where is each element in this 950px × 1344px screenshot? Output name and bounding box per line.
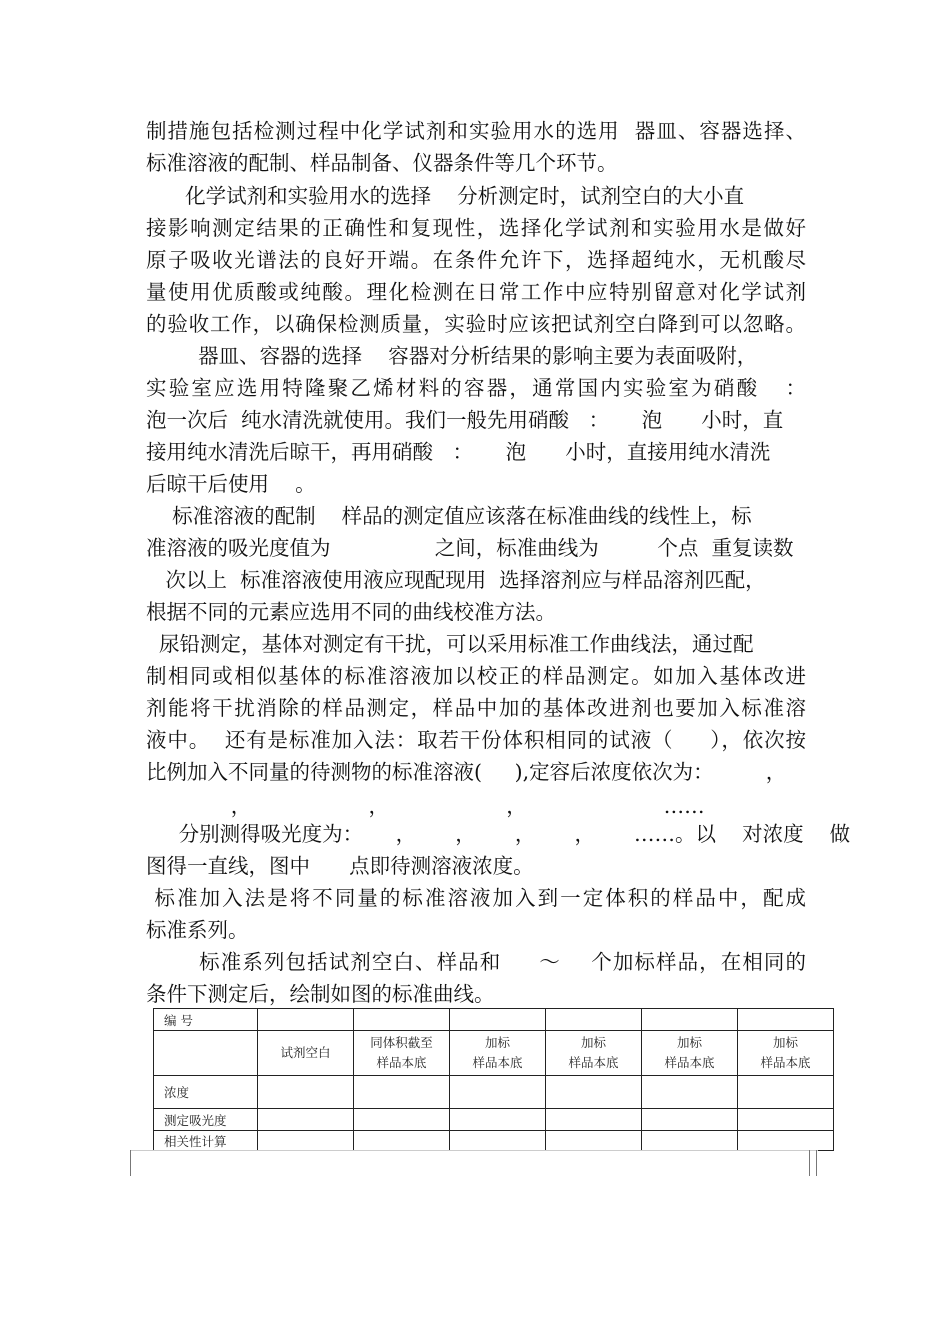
text-line: 比例加入不同量的待测物的标准溶液( ),定容后浓度依次为： ， bbox=[146, 760, 787, 784]
text-line: 标准系列。 bbox=[146, 918, 249, 942]
row-label-correlation: 相关性计算 bbox=[154, 1131, 258, 1151]
table-row bbox=[154, 1131, 834, 1151]
text-line: 剂能将干扰消除的样品测定，样品中加的基体改进剂也要加入标准溶 bbox=[146, 696, 806, 720]
column-header bbox=[354, 1031, 450, 1076]
column-header bbox=[642, 1031, 738, 1076]
text-line: 器皿、容器的选择 容器对分析结果的影响主要为表面吸附， bbox=[146, 344, 758, 368]
text-line: 后晾干后使用 。 bbox=[146, 472, 316, 496]
text-line: 泡一次后 纯水清洗就使用。我们一般先用硝酸 ： 泡 小时，直 bbox=[146, 408, 784, 432]
column-header-text: 样品本底 bbox=[568, 1055, 619, 1070]
text-line: 量使用优质酸或纯酸。理化检测在日常工作中应特别留意对化学试剂 bbox=[146, 280, 806, 304]
text-line: 制相同或相似基体的标准溶液加以校正的样品测定。如加入基体改进 bbox=[146, 664, 806, 688]
text-line: 尿铅测定，基体对测定有干扰，可以采用标准工作曲线法，通过配 bbox=[146, 632, 754, 656]
text-line: 接用纯水清洗后晾干，再用硝酸 ： 泡 小时，直接用纯水清洗 bbox=[146, 440, 771, 464]
column-header-text: 加标 bbox=[772, 1035, 798, 1050]
text-line: 准溶液的吸光度值为 之间，标准曲线为 个点 重复读数 bbox=[146, 536, 794, 560]
column-header-text: 样品本底 bbox=[760, 1055, 811, 1070]
text-line: 液中。 还有是标准加入法：取若干份体积相同的试液（ ），依次按 bbox=[146, 728, 806, 752]
text-line: 标准加入法是将不同量的标准溶液加入到一定体积的样品中，配成 bbox=[146, 886, 806, 910]
column-header-text: 加标 bbox=[484, 1035, 510, 1050]
row-label-absorbance: 测定吸光度 bbox=[154, 1109, 258, 1131]
column-header-text: 加标 bbox=[676, 1035, 702, 1050]
text-line: 制措施包括检测过程中化学试剂和实验用水的选用 器皿、容器选择、 bbox=[146, 119, 806, 143]
column-header-text: 样品本底 bbox=[664, 1055, 715, 1070]
column-header-row bbox=[154, 1031, 834, 1076]
text-line: 原子吸收光谱法的良好开端。在条件允许下，选择超纯水，无机酸尽 bbox=[146, 248, 806, 272]
column-header-text: 样品本底 bbox=[376, 1055, 427, 1070]
table-row bbox=[154, 1109, 834, 1131]
text-line: ， ， ， …… bbox=[146, 794, 705, 818]
column-header-text: 同体积截至 bbox=[370, 1035, 433, 1050]
text-line: 标准溶液的配制、样品制备、仪器条件等几个环节。 bbox=[146, 151, 618, 175]
column-header bbox=[738, 1031, 834, 1076]
text-line: 标准溶液的配制 样品的测定值应该落在标准曲线的线性上，标 bbox=[146, 504, 752, 528]
text-line: 的验收工作，以确保检测质量，实验时应该把试剂空白降到可以忽略。 bbox=[146, 312, 806, 336]
page-edge-right-2 bbox=[816, 1150, 817, 1176]
text-line: 标准系列包括试剂空白、样品和 ～ 个加标样品，在相同的 bbox=[146, 950, 806, 974]
table-header-label: 编 号 bbox=[154, 1009, 258, 1031]
page-divider bbox=[130, 1150, 818, 1151]
text-line: 次以上 标准溶液使用液应现配现用 选择溶剂应与样品溶剂匹配， bbox=[146, 568, 766, 592]
text-line: 接影响测定结果的正确性和复现性，选择化学试剂和实验用水是做好 bbox=[146, 216, 806, 240]
column-header-text: 加标 bbox=[580, 1035, 606, 1050]
standard-series-table bbox=[153, 1008, 834, 1151]
text-line: 根据不同的元素应选用不同的曲线校准方法。 bbox=[146, 600, 556, 624]
row-label-concentration: 浓度 bbox=[154, 1076, 258, 1109]
text-line: 图得一直线，图中 点即待测溶液浓度。 bbox=[146, 854, 534, 878]
page-edge-right bbox=[809, 1150, 810, 1176]
page-edge-left bbox=[130, 1150, 131, 1176]
text-line: 化学试剂和实验用水的选择 分析测定时，试剂空白的大小直 bbox=[146, 184, 745, 208]
column-header-text: 样品本底 bbox=[472, 1055, 523, 1070]
column-header bbox=[450, 1031, 546, 1076]
text-line: 条件下测定后，绘制如图的标准曲线。 bbox=[146, 982, 495, 1006]
text-line: 实验室应选用特隆聚乙烯材料的容器，通常国内实验室为硝酸 ： bbox=[146, 376, 806, 400]
column-header-text: 试剂空白 bbox=[280, 1045, 331, 1060]
text-line: 分别测得吸光度为： ， ， ， ， ……。以 对浓度 做 bbox=[146, 822, 851, 846]
table-row bbox=[154, 1076, 834, 1109]
column-header bbox=[546, 1031, 642, 1076]
column-header bbox=[258, 1031, 354, 1076]
